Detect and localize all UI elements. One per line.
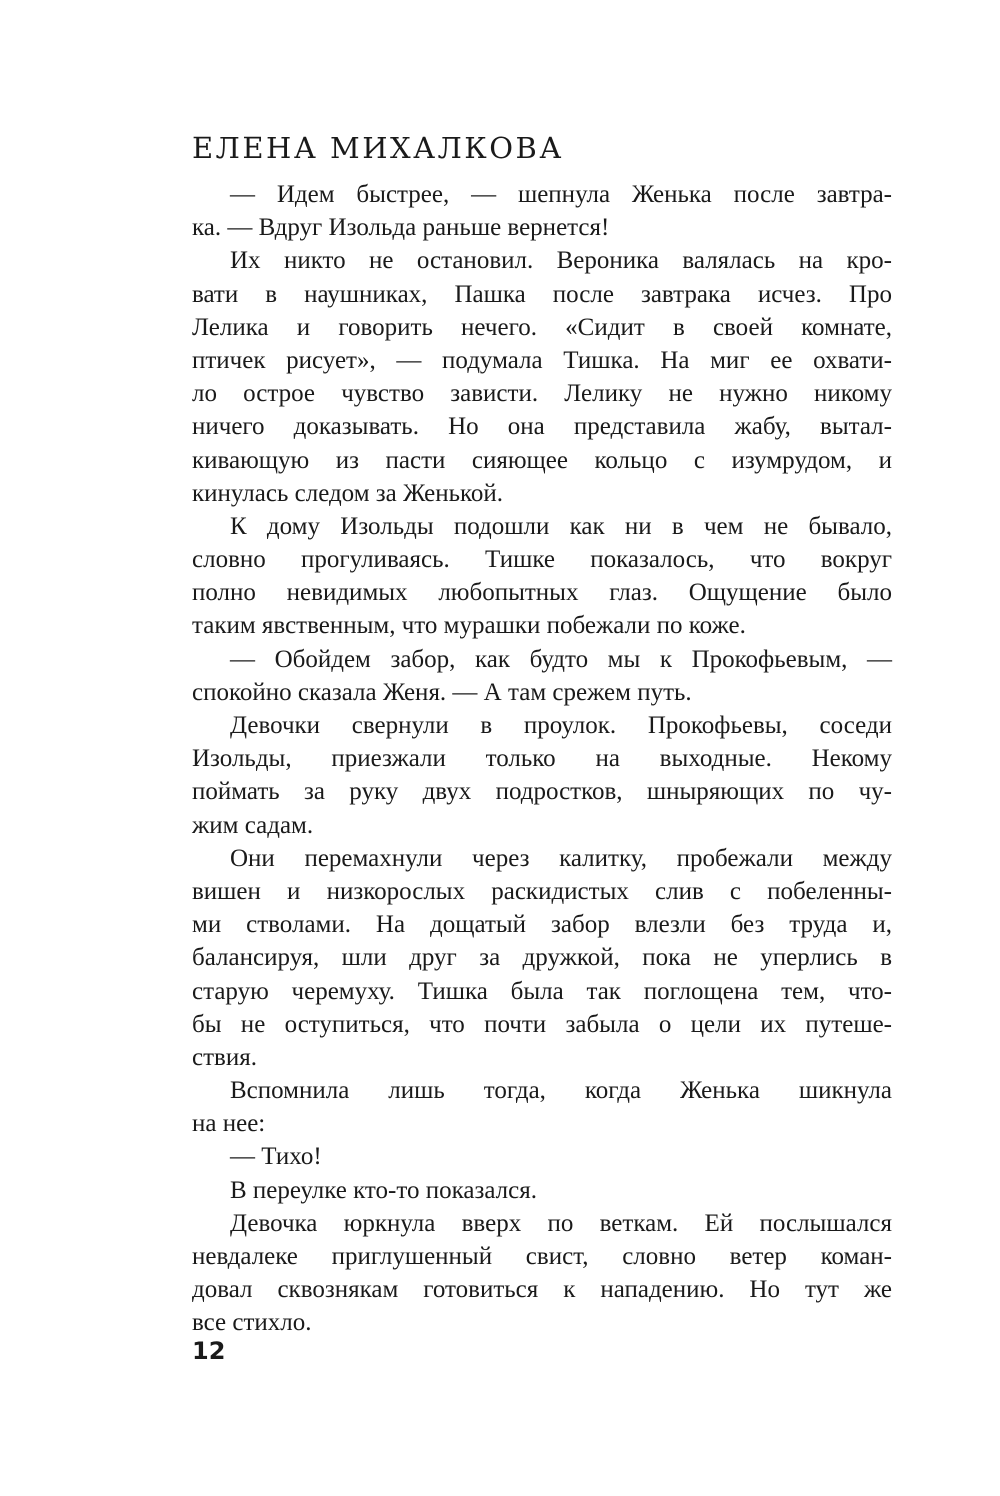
text-line: словно прогуливаясь. Тишке показалось, что вокруг [192, 546, 892, 574]
text-line: довал сквознякам готовиться к нападению. Но тут же [192, 1276, 892, 1304]
text-line: Их никто не остановил. Вероника валялась на кро- [230, 247, 892, 275]
text-line: балансируя, шли друг за дружкой, пока не уперлись в [192, 944, 892, 972]
page-number: 12 [192, 1337, 226, 1365]
text-line: ка. — Вдруг Изольда раньше вернется! [192, 214, 610, 242]
text-line: Они перемахнули через калитку, пробежали между [230, 844, 892, 872]
text-line: все стихло. [192, 1309, 312, 1337]
text-line: старую черемуху. Тишка была так поглощена тем, что- [192, 977, 892, 1005]
text-line: спокойно сказала Женя. — А там срежем путь. [192, 678, 692, 706]
body-text [192, 178, 892, 1340]
text-line: полно невидимых любопытных глаз. Ощущение было [192, 579, 892, 607]
text-line: ми стволами. На дощатый забор влезли без труда и, [192, 911, 892, 939]
text-line: на нее: [192, 1110, 266, 1138]
text-line: поймать за руку двух подростков, шныряющих по чу- [192, 778, 892, 806]
text-line: невдалеке приглушенный свист, словно ветер коман- [192, 1243, 892, 1270]
text-line: ничего доказывать. Но она представила жабу, вытал- [192, 413, 892, 441]
text-line: кинулась следом за Женькой. [192, 479, 504, 507]
text-line: Лелика и говорить нечего. «Сидит в своей комнате, [192, 313, 892, 341]
text-line: Вспомнила лишь тогда, когда Женька шикнула [230, 1077, 892, 1105]
text-line: — Тихо! [230, 1143, 322, 1171]
text-line: таким явственным, что мурашки побежали по коже. [192, 612, 746, 640]
text-line: бы не оступиться, что почти забыла о цели их путеше- [192, 1010, 892, 1038]
text-line: Изольды, приезжали только на выходные. Некому [192, 745, 892, 773]
text-line: К дому Изольды подошли как ни в чем не бывало, [230, 512, 892, 540]
text-line: Девочка юркнула вверх по веткам. Ей послышался [230, 1209, 892, 1237]
text-line: вишен и низкорослых раскидистых слив с побеленны- [192, 877, 892, 905]
running-head-author: ЕЛЕНА МИХАЛКОВА [192, 131, 564, 165]
text-line: В переулке кто-то показался. [230, 1176, 537, 1204]
text-line: жим садам. [192, 811, 314, 839]
text-line: птичек рисует», — подумала Тишка. На миг ее охвати- [192, 346, 892, 374]
text-line: ло острое чувство зависти. Лелику не нужно никому [192, 380, 892, 408]
text-line: вати в наушниках, Пашка после завтрака исчез. Про [192, 280, 892, 308]
text-line: ствия. [192, 1043, 257, 1071]
text-line: — Обойдем забор, как будто мы к Прокофьевым, — [230, 645, 892, 673]
text-line: Девочки свернули в проулок. Прокофьевы, соседи [230, 712, 892, 739]
text-line: — Идем быстрее, — шепнула Женька после завтра- [230, 181, 892, 208]
text-line: кивающую из пасти сияющее кольцо с изумрудом, и [192, 446, 892, 474]
